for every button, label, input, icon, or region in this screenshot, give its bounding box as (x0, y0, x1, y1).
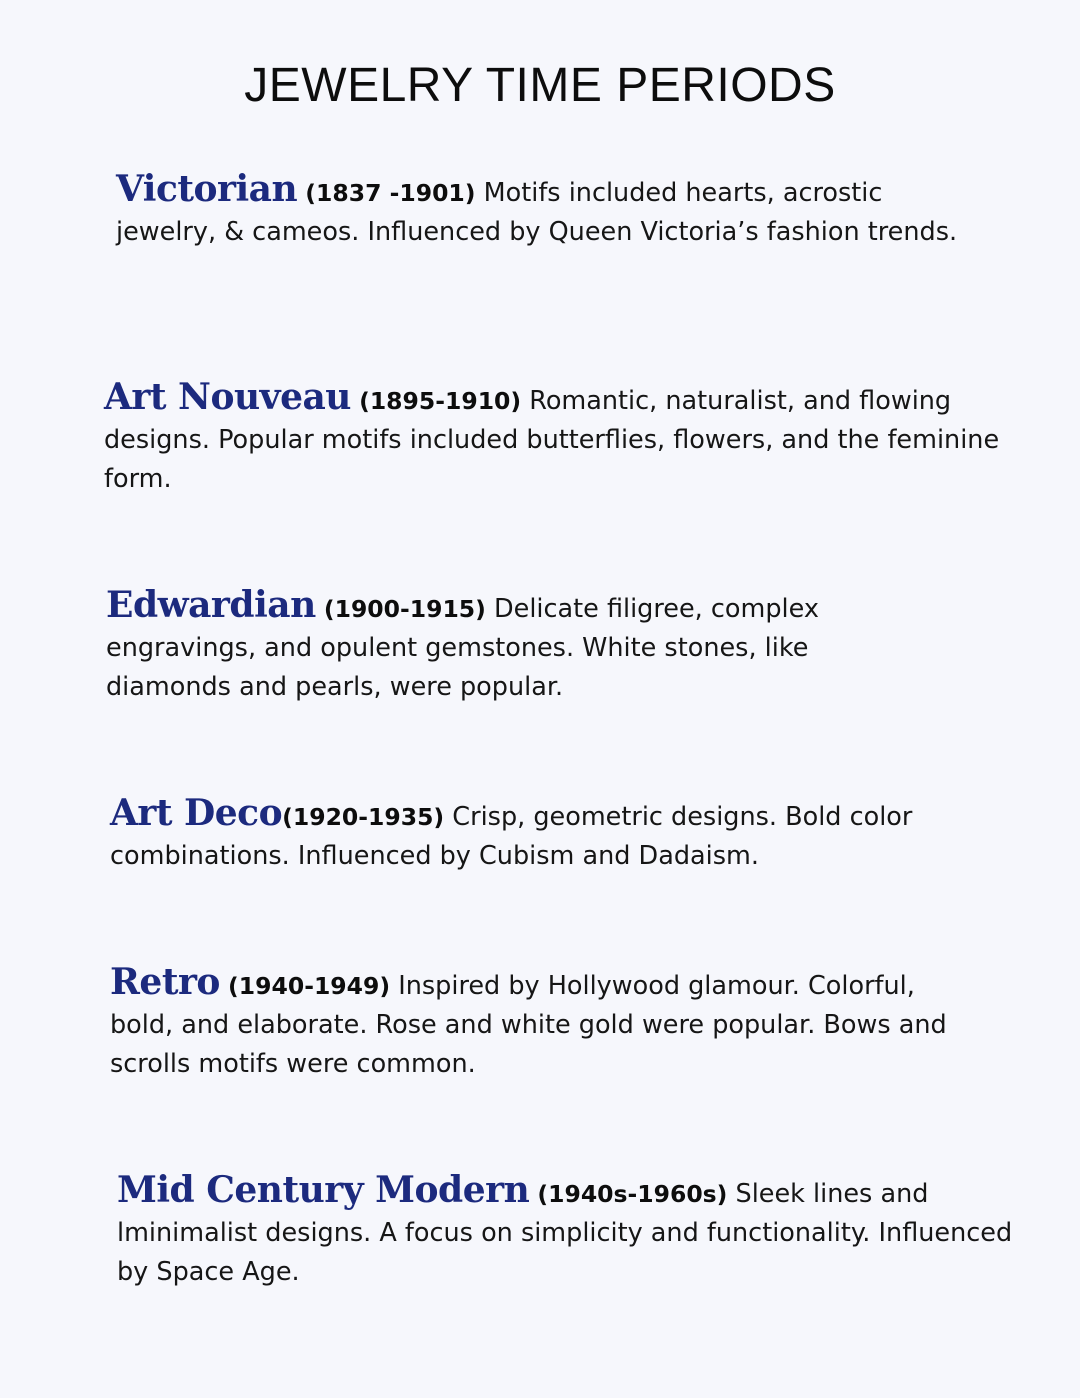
period-dates: (1837 -1901) (305, 179, 476, 207)
period-name: Art Deco (110, 792, 283, 834)
period-edwardian (106, 586, 936, 707)
period-name: Victorian (116, 168, 298, 210)
period-retro (110, 963, 960, 1084)
period-dates: (1940-1949) (228, 972, 391, 1000)
period-name: Art Nouveau (104, 376, 351, 418)
period-name: Retro (110, 961, 220, 1003)
period-dates: (1920-1935) (282, 803, 445, 831)
period-dates: (1940s-1960s) (537, 1180, 728, 1208)
period-art-deco (110, 794, 1010, 876)
period-victorian (116, 170, 966, 252)
period-dates: (1900-1915) (323, 595, 486, 623)
period-name: Edwardian (106, 584, 316, 626)
period-description: Sleek lines and lminimalist designs. A focus on simplicity and functionality. Influenced by Space Age. (117, 1179, 1013, 1287)
period-mid-century-modern (117, 1171, 1017, 1292)
page-title: JEWELRY TIME PERIODS (244, 59, 836, 112)
period-name: Mid Century Modern (117, 1169, 530, 1211)
period-dates: (1895-1910) (359, 387, 522, 415)
period-description: Motifs included hearts, acrostic jewelry, & cameos. Influenced by Queen Victoria’s fashion trends. (116, 178, 958, 247)
period-art-nouveau (104, 378, 1004, 499)
period-description: Inspired by Hollywood glamour. Colorful, bold, and elaborate. Rose and white gold were popular. Bows and scrolls motifs were common. (110, 971, 947, 1079)
period-description: Romantic, naturalist, and flowing designs. Popular motifs included butterflies, flowers, and the feminine form. (104, 386, 1000, 494)
period-description: Crisp, geometric designs. Bold color combinations. Influenced by Cubism and Dadaism. (110, 802, 913, 871)
period-description: Delicate filigree, complex engravings, and opulent gemstones. White stones, like diamonds and pearls, were popular. (106, 594, 819, 702)
